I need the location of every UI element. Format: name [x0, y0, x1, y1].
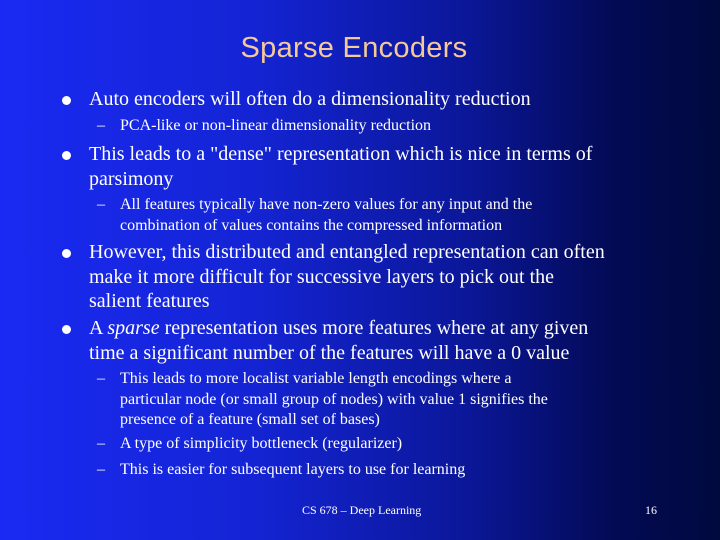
- bullet-4-sub-2: [120, 434, 660, 455]
- bullet-4-sub-3-text: This is easier for subsequent layers to use for learning: [120, 461, 466, 478]
- dash-icon: –: [97, 196, 105, 213]
- slide-title: Sparse Encoders: [240, 32, 468, 64]
- bullet-4-sub-2-text: A type of simplicity bottleneck (regularizer): [120, 435, 403, 452]
- bullet-4: [89, 316, 679, 365]
- bullet-3: [89, 240, 679, 314]
- bullet-4-pre: A: [89, 317, 108, 339]
- bullet-4-sub-1-line-1: This leads to more localist variable length encodings where a: [120, 370, 512, 387]
- bullet-3-line-2: make it more difficult for successive layers to pick out the: [89, 265, 555, 288]
- bullet-icon: [62, 96, 71, 105]
- bullet-3-line-1: However, this distributed and entangled representation can often: [89, 241, 605, 263]
- bullet-1-sub-1: [120, 116, 660, 137]
- bullet-2-line-1: This leads to a "dense" representation which is nice in terms of: [89, 143, 593, 165]
- bullet-4-emphasis: sparse: [107, 317, 160, 339]
- bullet-2-sub-1-line-2: combination of values contains the compressed information: [120, 216, 503, 234]
- bullet-icon: [62, 151, 71, 160]
- bullet-4-sub-1-line-2: particular node (or small group of nodes) with value 1 signifies the: [120, 390, 548, 408]
- bullet-2-sub-1: [120, 195, 660, 236]
- bullet-4-line-2: time a significant number of the features will have a 0 value: [89, 341, 570, 364]
- bullet-3-line-3: salient features: [89, 290, 210, 312]
- bullet-1: [89, 87, 679, 112]
- bullet-4-sub-1: [120, 369, 660, 431]
- bullet-icon: [62, 249, 71, 258]
- dash-icon: –: [97, 435, 105, 452]
- dash-icon: –: [97, 461, 105, 478]
- bullet-1-text: Auto encoders will often do a dimensionality reduction: [89, 88, 531, 110]
- bullet-2: [89, 142, 679, 191]
- page-number: 16: [645, 503, 657, 517]
- bullet-4-post: representation uses more features where at any given: [159, 317, 589, 339]
- footer-course: CS 678 – Deep Learning: [302, 503, 422, 517]
- bullet-4-line-1: [89, 316, 679, 341]
- bullet-2-sub-1-line-1: All features typically have non-zero values for any input and the: [120, 196, 533, 213]
- bullet-1-sub-1-text: PCA-like or non-linear dimensionality reduction: [120, 117, 432, 134]
- bullet-4-sub-3: [120, 460, 660, 481]
- bullet-4-sub-1-line-3: presence of a feature (small set of bases): [120, 411, 380, 428]
- bullet-2-line-2: parsimony: [89, 167, 174, 190]
- bullet-icon: [62, 325, 71, 334]
- dash-icon: –: [97, 370, 105, 387]
- dash-icon: –: [97, 117, 105, 134]
